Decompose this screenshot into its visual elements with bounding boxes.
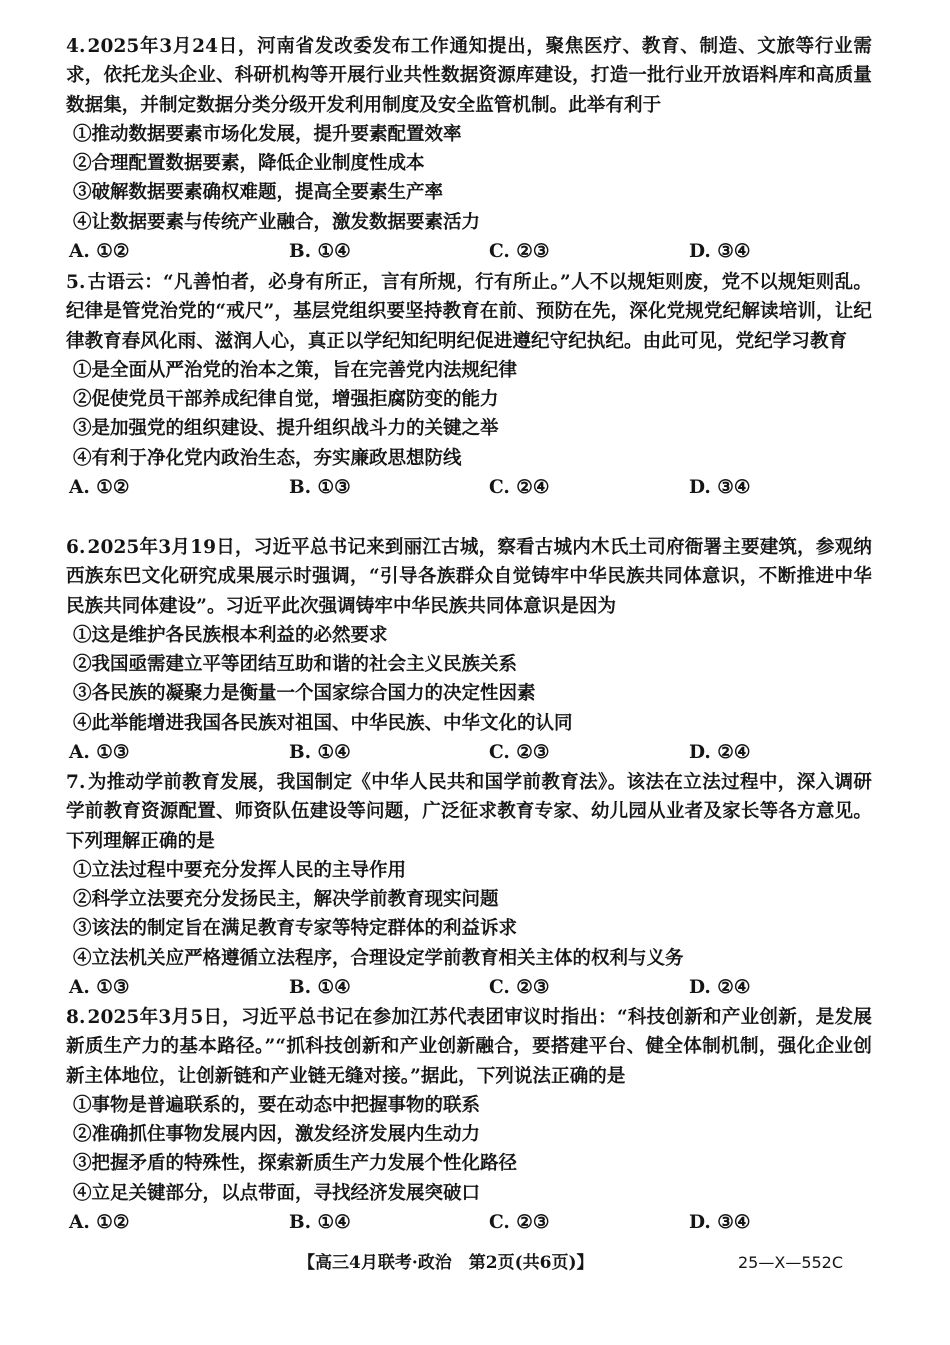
question-number: 6. (66, 537, 86, 558)
statement-1: ①立法过程中要充分发挥人民的主导作用 (73, 859, 407, 881)
choice-d: D. ③④ (689, 477, 751, 499)
question-stem (66, 1003, 872, 1091)
question-text: 2025年3月24日，河南省发改委发布工作通知提出，聚焦医疗、教育、制造、文旅等行业需求，依托龙头企业、科研机构等开展行业共性数据资源库建设，打造一批行业开放语料库和高质量数据集，并制定数据分类分级开发利用制度及安全监管机制。此举有利于 (66, 36, 872, 116)
question-number: 4. (66, 36, 86, 57)
choice-c: C. ②③ (489, 977, 550, 999)
question-number: 8. (66, 1007, 86, 1028)
statement-4: ④让数据要素与传统产业融合，激发数据要素活力 (73, 211, 481, 233)
statement-1: ①这是维护各民族根本利益的必然要求 (73, 624, 388, 646)
choice-d: D. ③④ (689, 241, 751, 263)
statement-4: ④立法机关应严格遵循立法程序，合理设定学前教育相关主体的权利与义务 (73, 947, 684, 969)
statement-4: ④立足关键部分，以点带面，寻找经济发展突破口 (73, 1182, 481, 1204)
statement-4: ④此举能增进我国各民族对祖国、中华民族、中华文化的认同 (73, 712, 573, 734)
answer-choices (66, 973, 872, 1002)
choice-c: C. ②③ (489, 742, 550, 764)
choice-a: A. ①② (69, 241, 130, 263)
statement-3: ③把握矛盾的特殊性，探索新质生产力发展个性化路径 (73, 1153, 518, 1175)
statement-1: ①推动数据要素市场化发展，提升要素配置效率 (73, 123, 462, 145)
choice-c: C. ②④ (489, 477, 550, 499)
statement-3: ③是加强党的组织建设、提升组织战斗力的关键之举 (73, 418, 499, 440)
statement-2: ②促使党员干部养成纪律自觉，增强拒腐防变的能力 (73, 389, 499, 411)
statement-2: ②准确抓住事物发展内因，激发经济发展内生动力 (73, 1124, 481, 1146)
choice-d: D. ③④ (689, 1212, 751, 1234)
footer-exam-code: 25—X—552C (738, 1253, 844, 1272)
choice-d: D. ②④ (689, 977, 751, 999)
footer-page-info: 【高三4月联考·政治 第2页(共6页)】 (298, 1253, 594, 1273)
answer-choices (66, 473, 872, 502)
answer-choices (66, 237, 872, 266)
question-number: 7. (66, 772, 86, 793)
question-stem (66, 768, 872, 856)
question-6 (66, 533, 872, 767)
answer-choices (66, 738, 872, 767)
choice-c: C. ②③ (489, 1212, 550, 1234)
question-text: 为推动学前教育发展，我国制定《中华人民共和国学前教育法》。该法在立法过程中，深入调研学前教育资源配置、师资队伍建设等问题，广泛征求教育专家、幼儿园从业者及家长等各方意见。下列理解正确的是 (66, 772, 872, 852)
question-text: 2025年3月19日，习近平总书记来到丽江古城，察看古城内木氏土司府衙署主要建筑，参观纳西族东巴文化研究成果展示时强调，“引导各族群众自觉铸牢中华民族共同体意识，不断推进中华民族共同体建设”。习近平此次强调铸牢中华民族共同体意识是因为 (66, 537, 872, 617)
statement-3: ③各民族的凝聚力是衡量一个国家综合国力的决定性因素 (73, 683, 536, 705)
question-stem (66, 32, 872, 120)
statement-3: ③该法的制定旨在满足教育专家等特定群体的利益诉求 (73, 918, 518, 940)
choice-a: A. ①③ (69, 742, 130, 764)
question-8 (66, 1003, 872, 1237)
choice-a: A. ①② (69, 1212, 130, 1234)
question-4 (66, 32, 872, 266)
question-number: 5. (66, 272, 86, 293)
choice-a: A. ①② (69, 477, 130, 499)
page-footer (0, 1248, 950, 1278)
statement-2: ②我国亟需建立平等团结互助和谐的社会主义民族关系 (73, 654, 518, 676)
choice-b: B. ①③ (289, 477, 351, 499)
statement-2: ②科学立法要充分发扬民主，解决学前教育现实问题 (73, 889, 499, 911)
choice-b: B. ①④ (289, 977, 351, 999)
question-text: 古语云：“凡善怕者，必身有所正，言有所规，行有所止。”人不以规矩则废，党不以规矩则乱。纪律是管党治党的“戒尺”，基层党组织要坚持教育在前、预防在先，深化党规党纪解读培训，让纪律教育春风化雨、滋润人心，真正以学纪知纪明纪促进遵纪守纪执纪。由此可见，党纪学习教育 (66, 272, 872, 352)
choice-b: B. ①④ (289, 241, 351, 263)
choice-d: D. ②④ (689, 742, 751, 764)
statement-3: ③破解数据要素确权难题，提高全要素生产率 (73, 182, 444, 204)
question-stem (66, 268, 872, 356)
statement-1: ①事物是普遍联系的，要在动态中把握事物的联系 (73, 1094, 481, 1116)
choice-a: A. ①③ (69, 977, 130, 999)
choice-c: C. ②③ (489, 241, 550, 263)
question-stem (66, 533, 872, 621)
choice-b: B. ①④ (289, 1212, 351, 1234)
question-text: 2025年3月5日，习近平总书记在参加江苏代表团审议时指出：“科技创新和产业创新，是发展新质生产力的基本路径。”“抓科技创新和产业创新融合，要搭建平台、健全体制机制，强化企业创新主体地位，让创新链和产业链无缝对接。”据此，下列说法正确的是 (66, 1007, 872, 1087)
statement-4: ④有利于净化党内政治生态，夯实廉政思想防线 (73, 447, 462, 469)
statement-1: ①是全面从严治党的治本之策，旨在完善党内法规纪律 (73, 359, 518, 381)
statement-2: ②合理配置数据要素，降低企业制度性成本 (73, 153, 425, 175)
question-5 (66, 268, 872, 502)
question-7 (66, 768, 872, 1002)
choice-b: B. ①④ (289, 742, 351, 764)
answer-choices (66, 1208, 872, 1237)
